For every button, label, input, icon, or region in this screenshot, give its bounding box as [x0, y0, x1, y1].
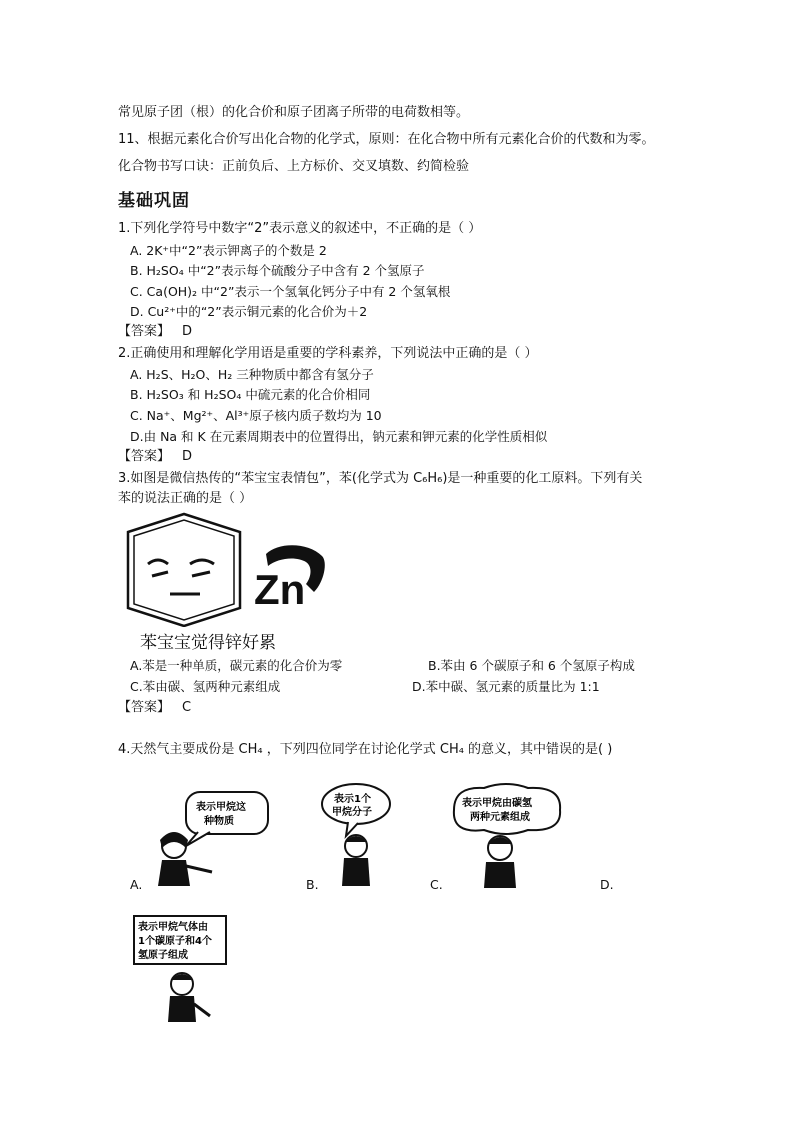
section-title: 基础巩固	[118, 191, 190, 211]
q1-answer	[118, 323, 192, 341]
q4-label-a: A.	[130, 877, 143, 892]
intro-paragraph-2: 11、根据元素化合价写出化合物的化学式，原则：在化合物中所有元素化合价的代数和为零。	[118, 132, 655, 147]
intro-paragraph-1: 常见原子团（根）的化合价和原子团离子所带的电荷数相等。	[118, 105, 470, 120]
q3-stem-line-1: 3.如图是微信热传的“苯宝宝表情包”，苯(化学式为 C₆H₆)是一种重要的化工原料。下列有关	[118, 471, 643, 486]
answer-value: D	[182, 324, 193, 339]
benzene-hexagon-inner	[134, 520, 234, 620]
q1-stem: 1.下列化学符号中数字“2”表示意义的叙述中，不正确的是（ ）	[118, 221, 482, 236]
speech-bubble-tail	[186, 832, 210, 846]
q2-option-a: A. H₂S、H₂O、H₂ 三种物质中都含有氢分子	[130, 367, 374, 382]
cartoon-boy-d	[130, 912, 230, 1024]
q4-stem: 4.天然气主要成份是 CH₄ ，下列四位同学在讨论化学式 CH₄ 的意义，其中错误的是( )	[118, 742, 613, 757]
q1-option-a: A. 2K⁺中“2”表示钾离子的个数是 2	[130, 243, 327, 258]
bubble-a-line-2: 种物质	[204, 816, 234, 827]
q3-option-c: C.苯由碳、氢两种元素组成	[130, 679, 281, 694]
boy-hair	[488, 837, 512, 844]
intro-paragraph-3: 化合物书写口诀：正前负后、上方标价、交叉填数、约简检验	[118, 159, 470, 174]
left-eyebrow	[148, 560, 168, 564]
answer-label: 【答案】	[118, 700, 171, 715]
q2-option-c: C. Na⁺、Mg²⁺、Al³⁺原子核内质子数均为 10	[130, 408, 382, 423]
cartoon-girl-a	[148, 786, 273, 890]
q2-option-d: D.由 Na 和 K 在元素周期表中的位置得出，钠元素和钾元素的化学性质相似	[130, 429, 548, 444]
bubble-c-line-1: 表示甲烷由碳氢	[462, 798, 532, 809]
zinc-symbol: Zn	[254, 566, 306, 613]
q3-option-a: A.苯是一种单质，碳元素的化合价为零	[130, 658, 343, 673]
q4-label-c: C.	[430, 877, 443, 892]
q4-label-d: D.	[600, 877, 614, 892]
left-eye	[152, 572, 168, 576]
bubble-d-line-1: 表示甲烷气体由	[138, 922, 208, 933]
q3-option-b: B.苯由 6 个碳原子和 6 个氢原子构成	[428, 658, 635, 673]
bubble-b-line-2: 甲烷分子	[332, 807, 372, 818]
benzene-hexagon-outer	[128, 514, 240, 626]
girl-body	[158, 860, 190, 886]
cartoon-boy-b	[318, 780, 398, 890]
q3-answer	[118, 699, 191, 717]
bubble-a-line-1: 表示甲烷这	[196, 802, 246, 813]
q3-stem-line-2: 苯的说法正确的是（ ）	[118, 491, 253, 506]
bubble-c-line-2: 两种元素组成	[470, 812, 530, 823]
answer-label: 【答案】	[118, 324, 171, 339]
boy-body	[484, 862, 516, 888]
answer-value: D	[182, 449, 193, 464]
speech-bubble-tail	[346, 822, 358, 836]
bubble-d-line-3: 氢原子组成	[138, 950, 188, 961]
q3-image-caption: 苯宝宝觉得锌好累	[140, 633, 276, 653]
speech-bubble	[454, 784, 560, 834]
q1-option-d: D. Cu²⁺中的“2”表示铜元素的化合价为＋2	[130, 304, 368, 319]
right-eye	[192, 572, 210, 576]
q1-option-b: B. H₂SO₄ 中“2”表示每个硫酸分子中含有 2 个氢原子	[130, 263, 425, 278]
speech-bubble	[186, 792, 268, 834]
q1-option-c: C. Ca(OH)₂ 中“2”表示一个氢氧化钙分子中有 2 个氢氧根	[130, 284, 451, 299]
q2-answer	[118, 448, 192, 466]
q2-option-b: B. H₂SO₃ 和 H₂SO₄ 中硫元素的化合价相同	[130, 387, 371, 402]
answer-label: 【答案】	[118, 449, 171, 464]
bubble-d-line-2: 1个碳原子和4个	[138, 936, 212, 947]
girl-arm	[186, 866, 212, 872]
boy-body	[168, 996, 196, 1022]
boy-arm	[194, 1004, 210, 1016]
q4-label-b: B.	[306, 877, 319, 892]
answer-value: C	[182, 700, 192, 715]
q2-stem: 2.正确使用和理解化学用语是重要的学科素养，下列说法中正确的是（ ）	[118, 346, 538, 361]
cartoon-boy-c	[444, 780, 569, 890]
q3-option-d: D.苯中碳、氢元素的质量比为 1:1	[412, 679, 600, 694]
right-eyebrow	[190, 560, 214, 564]
boy-body	[342, 858, 370, 886]
bubble-b-line-1: 表示1个	[334, 794, 371, 805]
benzene-emoji-image	[118, 512, 348, 627]
